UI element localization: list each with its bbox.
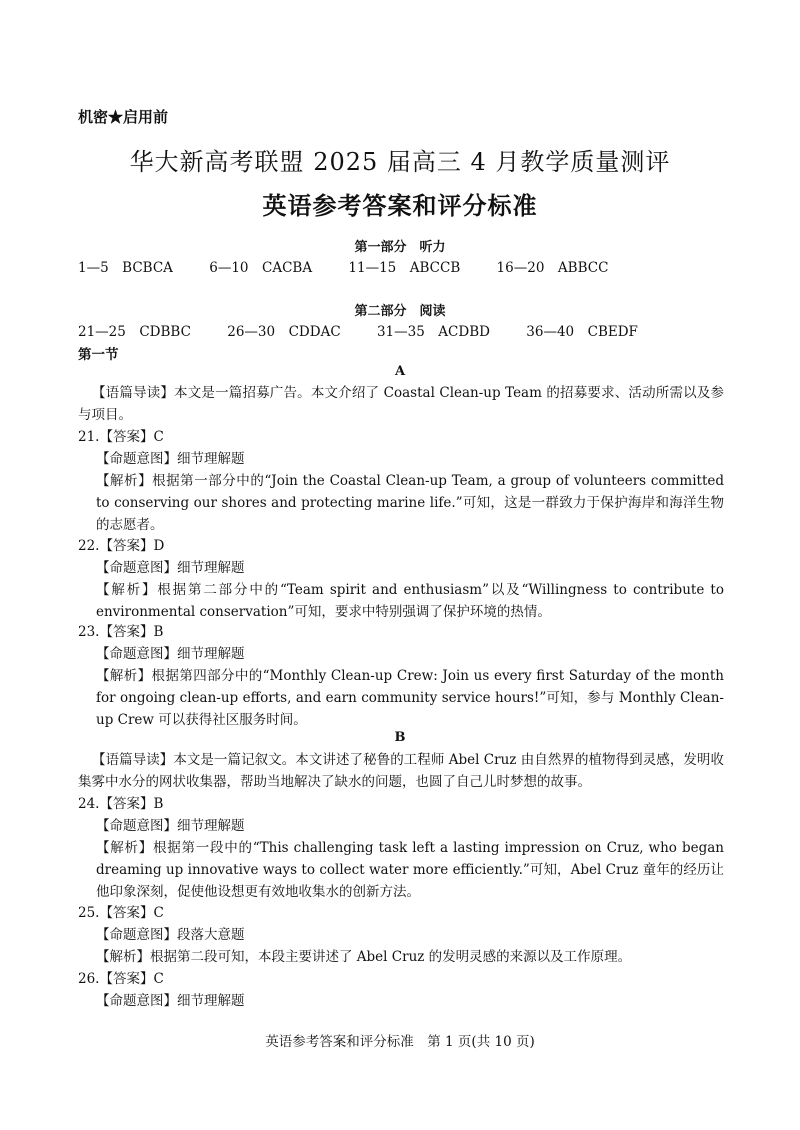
intent-line: 【命题意图】细节理解题	[96, 993, 245, 1009]
answer-line: 22.【答案】D	[78, 538, 165, 554]
passage-letter-a: A	[394, 364, 406, 379]
intent-line: 【命题意图】细节理解题	[96, 560, 245, 576]
answer-group: 1—5 BCBCA	[78, 260, 173, 276]
answer-group: 16—20 ABBCC	[496, 260, 609, 276]
analysis-paragraph: 【解析】根据第四部分中的“Monthly Clean-up Crew: Join us every first Saturday of the month for ongoing clean-up efforts, and earn community service hours!”可知，参与 Monthly Clean-up Crew 可以获得社区服务时间。	[96, 668, 724, 728]
answer-line: 25.【答案】C	[78, 905, 164, 921]
analysis-paragraph: 【解析】根据第二段可知，本段主要讲述了 Abel Cruz 的发明灵感的来源以及工作原理。	[96, 949, 632, 965]
intent-line: 【命题意图】细节理解题	[96, 451, 245, 467]
part2-heading: 第二部分 阅读	[354, 304, 446, 319]
part2-answers	[78, 320, 668, 340]
intent-line: 【命题意图】细节理解题	[96, 646, 245, 662]
page-subtitle: 英语参考答案和评分标准	[262, 191, 538, 220]
answer-line: 24.【答案】B	[78, 796, 164, 812]
answer-group: 11—15 ABCCB	[348, 260, 461, 276]
confidential-mark: 机密★启用前	[78, 108, 169, 126]
section-label: 第一节	[78, 347, 119, 363]
page-title: 华大新高考联盟 2025 届高三 4 月教学质量测评	[129, 148, 671, 176]
intent-line: 【命题意图】细节理解题	[96, 818, 245, 834]
passage-intro: 【语篇导读】本文是一篇记叙文。本文讲述了秘鲁的工程师 Abel Cruz 由自然界的植物得到灵感，发明收集雾中水分的网状收集器，帮助当地解决了缺水的问题，也圆了自己儿时梦想的故事。	[78, 752, 724, 790]
answer-line: 21.【答案】C	[78, 429, 164, 445]
passage-letter-b: B	[394, 730, 406, 745]
intent-line: 【命题意图】段落大意题	[96, 927, 245, 943]
answer-line: 23.【答案】B	[78, 624, 164, 640]
page-footer: 英语参考答案和评分标准 第 1 页(共 10 页)	[265, 1034, 535, 1050]
part1-heading: 第一部分 听力	[354, 240, 446, 255]
answer-group: 21—25 CDBBC	[78, 324, 191, 340]
answer-group: 6—10 CACBA	[209, 260, 313, 276]
analysis-paragraph: 【解析】根据第一段中的“This challenging task left a lasting impression on Cruz, who began dreaming up innovative ways to collect water more efficiently.”可知，Abel Cruz 童年的经历让他印象深刻，促使他设想更有效地收集水的创新方法。	[96, 840, 724, 900]
answer-line: 26.【答案】C	[78, 971, 164, 987]
part1-answers	[78, 256, 638, 276]
analysis-paragraph: 【解析】根据第一部分中的“Join the Coastal Clean-up Team, a group of volunteers committed to conserving our shores and protecting marine life.”可知，这是一群致力于保护海岸和海洋生物的志愿者。	[96, 473, 724, 533]
answer-group: 31—35 ACDBD	[376, 324, 490, 340]
answer-group: 26—30 CDDAC	[227, 324, 341, 340]
answer-group: 36—40 CBEDF	[526, 324, 638, 340]
analysis-paragraph: 【解析】根据第二部分中的“Team spirit and enthusiasm”以及“Willingness to contribute to environmental conservation”可知，要求中特别强调了保护环境的热情。	[96, 582, 724, 620]
passage-intro: 【语篇导读】本文是一篇招募广告。本文介绍了 Coastal Clean-up Team 的招募要求、活动所需以及参与项目。	[78, 385, 724, 423]
